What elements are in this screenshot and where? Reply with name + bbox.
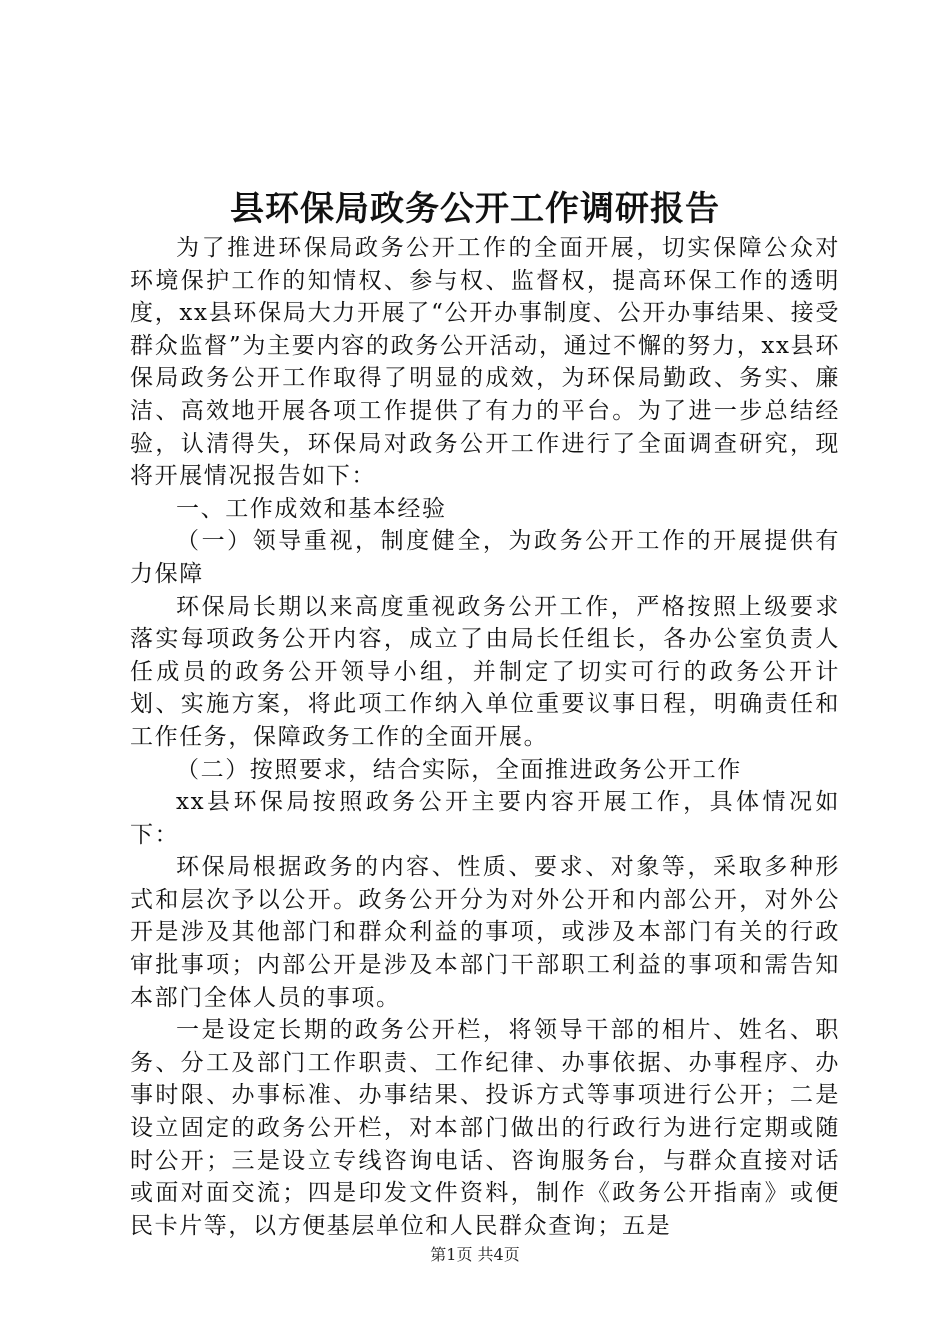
page-number-footer: 第1页 共4页	[430, 1245, 520, 1264]
paragraph-measures: 一是设定长期的政务公开栏，将领导干部的相片、姓名、职务、分工及部门工作职责、工作纪律、办事依据、办事程序、办事时限、办事标准、办事结果、投诉方式等事项进行公开；二是设立固定的政务公开栏，对本部门做出的行政行为进行定期或随时公开；三是设立专线咨询电话、咨询服务台，与群众直接对话或面对面交流；四是印发文件资料，制作《政务公开指南》或便民卡片等，以方便基层单位和人民群众查询；五是	[130, 1017, 840, 1239]
paragraph-intro: 为了推进环保局政务公开工作的全面开展，切实保障公众对环境保护工作的知情权、参与权、监督权，提高环保工作的透明度，xx县环保局大力开展了“公开办事制度、公开办事结果、接受群众监督”为主要内容的政务公开活动，通过不懈的努力，xx县环保局政务公开工作取得了明显的成效，为环保局勤政、务实、廉洁、高效地开展各项工作提供了有力的平台。为了进一步总结经验，认清得失，环保局对政务公开工作进行了全面调查研究，现将开展情况报告如下：	[130, 235, 840, 490]
document-body	[130, 232, 840, 1242]
paragraph-leadership: 环保局长期以来高度重视政务公开工作，严格按照上级要求落实每项政务公开内容，成立了由局长任组长，各办公室负责人任成员的政务公开领导小组，并制定了切实可行的政务公开计划、实施方案，将此项工作纳入单位重要议事日程，明确责任和工作任务，保障政务工作的全面开展。	[130, 593, 840, 750]
paragraph-implementation-intro: xx县环保局按照政务公开主要内容开展工作，具体情况如下：	[130, 789, 840, 848]
subsection-heading-1: （一）领导重视，制度健全，为政务公开工作的开展提供有力保障	[130, 528, 840, 587]
document-title: 县环保局政务公开工作调研报告	[230, 189, 720, 229]
paragraph-disclosure-forms: 环保局根据政务的内容、性质、要求、对象等，采取多种形式和层次予以公开。政务公开分为对外公开和内部公开，对外公开是涉及其他部门和群众利益的事项，或涉及本部门有关的行政审批事项；内部公开是涉及本部门干部职工利益的事项和需告知本部门全体人员的事项。	[130, 854, 840, 1011]
section-heading-1: 一、工作成效和基本经验	[176, 495, 447, 522]
subsection-heading-2: （二）按照要求，结合实际，全面推进政务公开工作	[176, 756, 742, 783]
